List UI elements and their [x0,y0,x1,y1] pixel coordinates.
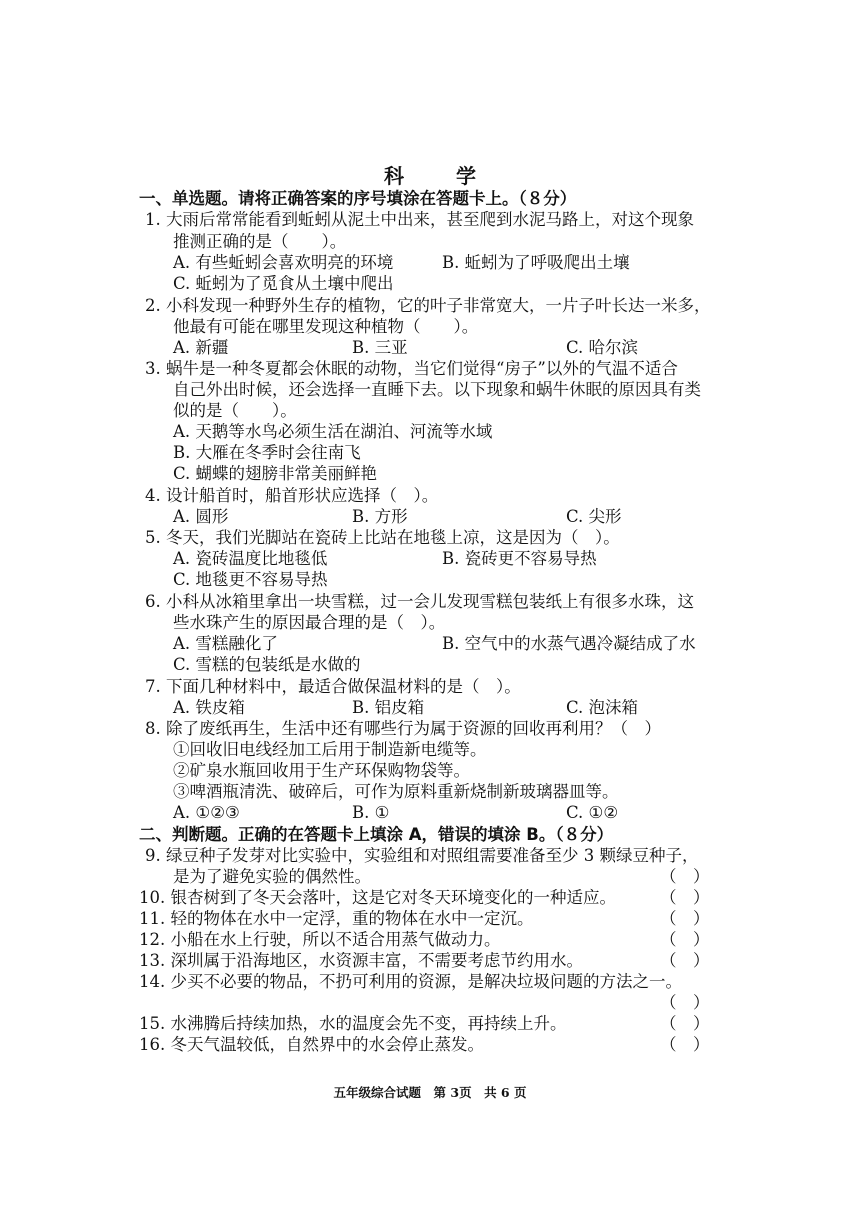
judge-item-9-line-1: 9. 绿豆种子发芽对比实验中，实验组和对照组需要准备至少 3 颗绿豆种子， [145,846,699,865]
question-6-line-1: 6. 小科从冰箱里拿出一块雪糕，过一会儿发现雪糕包装纸上有很多水珠，这 [145,592,694,611]
question-2-option-a: A. 新疆 [173,338,229,357]
question-4-option-a: A. 圆形 [173,507,229,526]
question-6-option-a: A. 雪糕融化了 [173,634,278,653]
question-8-line-3: ②矿泉水瓶回收用于生产环保购物袋等。 [173,761,470,780]
question-2-line-2: 他最有可能在哪里发现这种植物（ ）。 [173,317,479,336]
section-heading-single-choice: 一、单选题。请将正确答案的序号填涂在答题卡上。（８分） [139,189,577,208]
question-5-option-b: B. 瓷砖更不容易导热 [442,549,597,568]
answer-bracket-9: （ ） [660,867,710,886]
judge-item-16: 16. 冬天气温较低，自然界中的水会停止蒸发。 [139,1035,484,1054]
judge-item-13: 13. 深圳属于沿海地区，水资源丰富，不需要考虑节约用水。 [139,951,583,970]
judge-item-9-line-2: 是为了避免实验的偶然性。 [173,867,371,886]
judge-item-12: 12. 小船在水上行驶，所以不适合用蒸气做动力。 [139,930,501,949]
question-8-line-4: ③啤酒瓶清洗、破碎后，可作为原料重新烧制新玻璃器皿等。 [173,782,619,801]
answer-bracket-12: （ ） [660,930,710,949]
section-heading-true-false: 二、判断题。正确的在答题卡上填涂 A，错误的填涂 B。（８分） [139,825,614,844]
question-1-option-c: C. 蚯蚓为了觅食从土壤中爬出 [173,274,394,293]
question-8-option-a: A. ①②③ [173,803,240,822]
question-2-line-1: 2. 小科发现一种野外生存的植物，它的叶子非常宽大，一片子叶长达一米多， [145,296,711,315]
question-1-line-1: 1. 大雨后常常能看到蚯蚓从泥土中出来，甚至爬到水泥马路上，对这个现象 [145,210,694,229]
judge-item-10: 10. 银杏树到了冬天会落叶，这是它对冬天环境变化的一种适应。 [139,888,616,907]
answer-bracket-10: （ ） [660,888,710,907]
question-7-option-b: B. 铝皮箱 [352,698,425,717]
question-6-line-2: 些水珠产生的原因最合理的是（ ）。 [173,613,446,632]
answer-bracket-14: （ ） [660,993,710,1012]
question-3-option-c: C. 蝴蝶的翅膀非常美丽鲜艳 [173,464,378,483]
answer-bracket-15: （ ） [660,1014,710,1033]
question-6-option-c: C. 雪糕的包装纸是水做的 [173,655,361,674]
question-7-option-c: C. 泡沫箱 [566,698,639,717]
question-3-line-1: 3. 蜗牛是一种冬夏都会休眠的动物，当它们觉得“房子”以外的气温不适合 [145,359,678,378]
page-footer: 五年级综合试题 第 3页 共 6 页 [333,1085,527,1100]
question-5-option-a: A. 瓷砖温度比地毯低 [173,549,328,568]
question-4-line-1: 4. 设计船首时，船首形状应选择（ ）。 [145,486,439,505]
question-8-option-b: B. ① [352,803,390,822]
question-1-line-2: 推测正确的是（ ）。 [173,232,347,251]
question-1-option-a: A. 有些蚯蚓会喜欢明亮的环境 [173,253,394,272]
answer-bracket-13: （ ） [660,951,710,970]
judge-item-15: 15. 水沸腾后持续加热，水的温度会先不变，再持续上升。 [139,1014,567,1033]
question-6-option-b: B. 空气中的水蒸气遇冷凝结成了水 [442,634,696,653]
question-5-option-c: C. 地毯更不容易导热 [173,570,328,589]
question-7-line-1: 7. 下面几种材料中，最适合做保温材料的是（ ）。 [145,677,521,696]
question-4-option-b: B. 方形 [352,507,408,526]
question-7-option-a: A. 铁皮箱 [173,698,245,717]
question-2-option-b: B. 三亚 [352,338,408,357]
answer-bracket-16: （ ） [660,1035,710,1054]
judge-item-11: 11. 轻的物体在水中一定浮，重的物体在水中一定沉。 [139,909,534,928]
question-8-line-1: 8. 除了废纸再生，生活中还有哪些行为属于资源的回收再利用？（ ） [145,719,661,738]
question-4-option-c: C. 尖形 [566,507,622,526]
question-2-option-c: C. 哈尔滨 [566,338,639,357]
question-5-line-1: 5. 冬天，我们光脚站在瓷砖上比站在地毯上凉，这是因为（ ）。 [145,528,620,547]
question-3-option-b: B. 大雁在冬季时会往南飞 [173,443,361,462]
judge-item-14: 14. 少买不必要的物品，不扔可利用的资源，是解决垃圾问题的方法之一。 [139,972,682,991]
question-8-line-2: ①回收旧电线经加工后用于制造新电缆等。 [173,740,487,759]
question-3-line-3: 似的是（ ）。 [173,401,297,420]
question-3-option-a: A. 天鹅等水鸟必须生活在湖泊、河流等水域 [173,422,493,441]
question-3-line-2: 自己外出时候，还会选择一直睡下去。以下现象和蜗牛休眠的原因具有类 [173,380,701,399]
question-1-option-b: B. 蚯蚓为了呼吸爬出土壤 [442,253,630,272]
page-title: 科 学 [384,164,492,188]
question-8-option-c: C. ①② [566,803,619,822]
answer-bracket-11: （ ） [660,909,710,928]
